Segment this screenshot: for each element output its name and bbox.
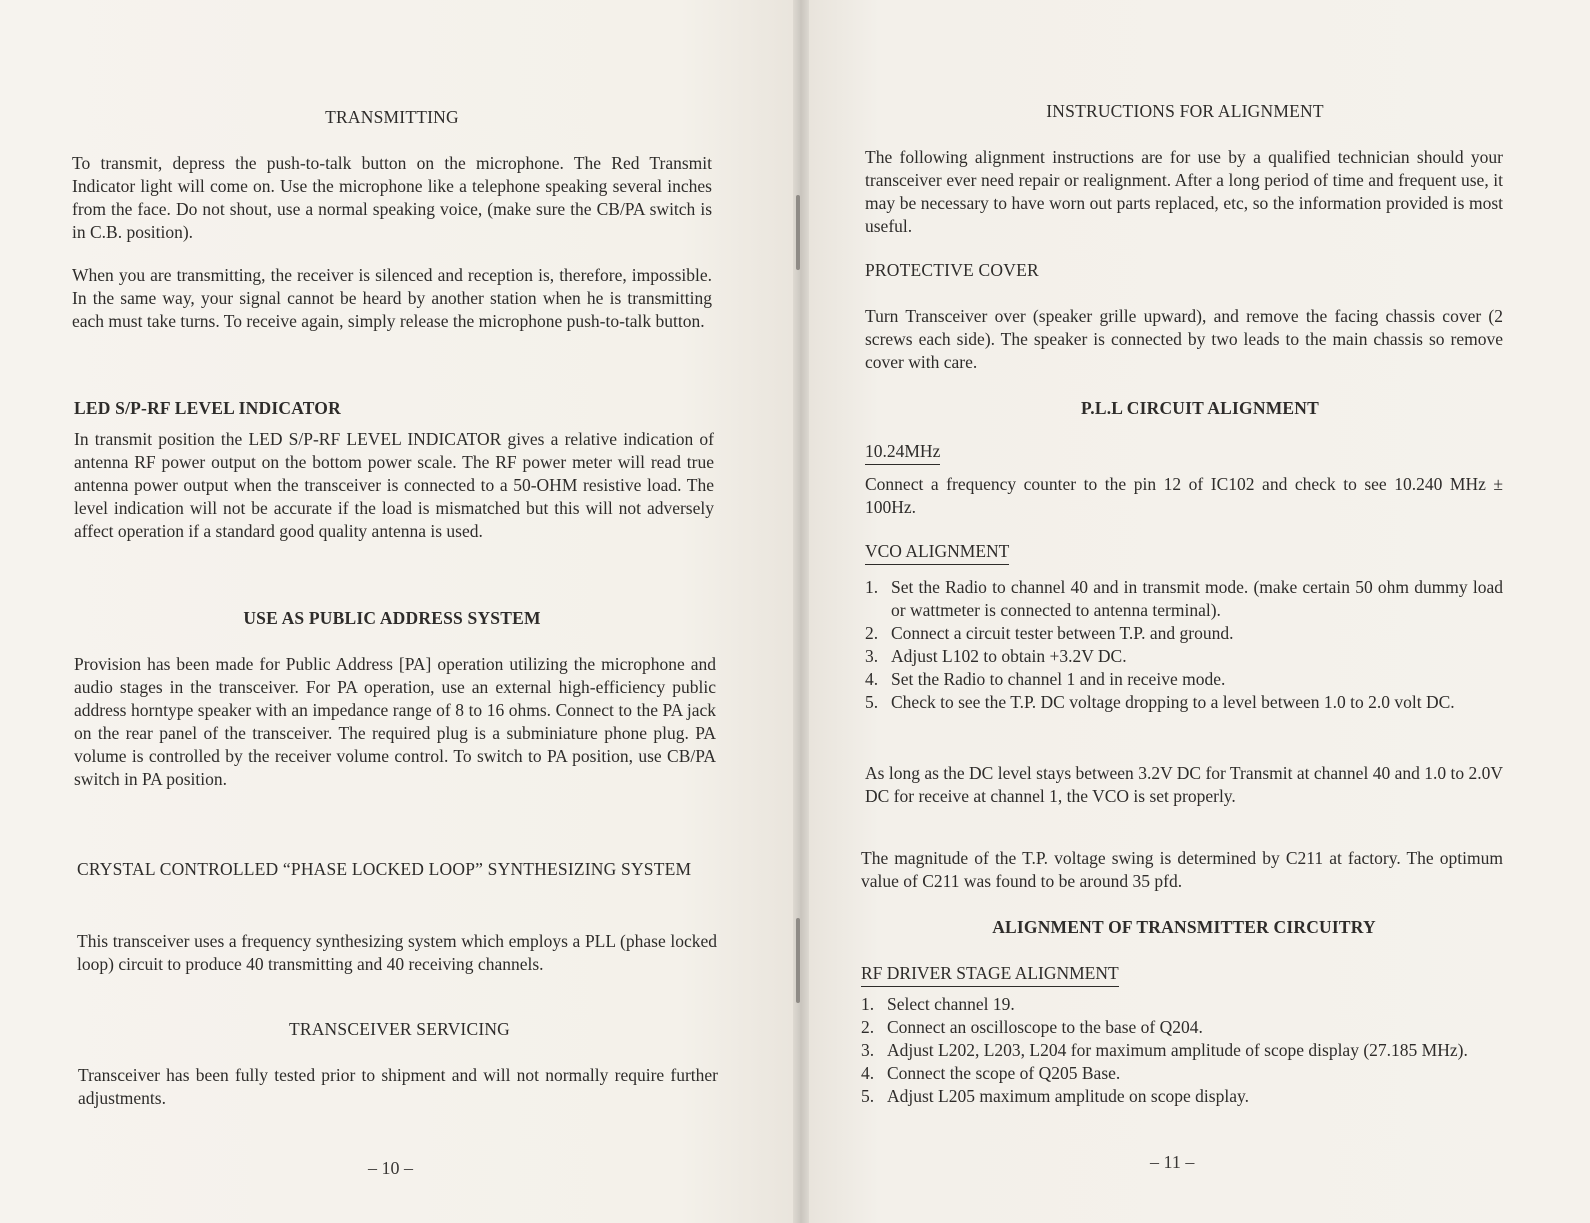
rf-driver-steps-list (861, 993, 1501, 1108)
dc-level-paragraph: As long as the DC level stays between 3.2V DC for Transmit at channel 40 and 1.0 to 2.0V DC for receive at channel 1, the VCO is set properly. (865, 763, 1503, 806)
protective-cover-paragraph: Turn Transceiver over (speaker grille upward), and remove the facing chassis cover (2 screws each side). The speaker is connected by two leads to the main chassis so remove cover with care. (865, 306, 1503, 372)
subsection-vco-title: VCO ALIGNMENT (865, 540, 1009, 565)
servicing-heading: TRANSCEIVER SERVICING (288, 1019, 511, 1039)
step-text: Set the Radio to channel 40 and in transmit mode. (make certain 50 ohm dummy load or wattmeter is connected to antenna terminal). (891, 577, 1503, 620)
subsection-rf-driver-title: RF DRIVER STAGE ALIGNMENT (861, 962, 1119, 987)
staple-bottom (796, 918, 800, 1003)
transmitting-heading: TRANSMITTING (325, 107, 459, 127)
step-number: 1. (865, 577, 879, 597)
step-number: 5. (861, 1086, 875, 1106)
step-number: 4. (861, 1063, 875, 1083)
step-number: 3. (861, 1040, 875, 1060)
vco-step (865, 576, 1503, 622)
staple-top (796, 195, 800, 270)
step-number: 3. (865, 646, 879, 666)
vco-step (865, 645, 1503, 668)
page-number-left: – 10 – (368, 1158, 413, 1178)
vco-step (865, 668, 1503, 691)
step-number: 2. (865, 623, 879, 643)
alignment-instructions-paragraph: The following alignment instructions are for use by a qualified technician should your transceiver ever need repair or realignment. After a long period of time and frequent use, it may be necessary to have worn out parts replaced, etc, so the information provided is most useful. (865, 147, 1503, 236)
subsection-vco (865, 540, 1009, 565)
pll-alignment-heading: P.L.L CIRCUIT ALIGNMENT (1081, 398, 1319, 418)
step-text: Set the Radio to channel 1 and in receive mode. (891, 669, 1226, 689)
vco-step (865, 691, 1503, 714)
page-number-right: – 11 – (1150, 1152, 1195, 1172)
step-text: Adjust L202, L203, L204 for maximum amplitude of scope display (27.185 MHz). (887, 1040, 1468, 1060)
led-indicator-paragraph: In transmit position the LED S/P-RF LEVEL INDICATOR gives a relative indication of antenna RF power output on the bottom power scale. The RF power meter will read true antenna power output when the transceiver is connected to a 50-OHM resistive load. The level indication will not be accurate if the load is mismatched but this will not adversely affect operation if a standard good quality antenna is used. (74, 429, 714, 541)
step-number: 2. (861, 1017, 875, 1037)
subsection-10-24mhz-title: 10.24MHz (865, 440, 940, 465)
rf-step (861, 1039, 1501, 1062)
vco-steps-list (865, 576, 1503, 714)
step-text: Select channel 19. (887, 994, 1015, 1014)
binding-gutter (793, 0, 809, 1223)
step-text: Connect a circuit tester between T.P. and ground. (891, 623, 1234, 643)
right-page (800, 0, 1590, 1223)
led-indicator-heading: LED S/P-RF LEVEL INDICATOR (74, 398, 341, 418)
voltage-swing-paragraph: The magnitude of the T.P. voltage swing is determined by C211 at factory. The optimum value of C211 was found to be around 35 pfd. (861, 848, 1503, 891)
servicing-paragraph: Transceiver has been fully tested prior to shipment and will not normally require further adjustments. (78, 1065, 718, 1108)
public-address-heading: USE AS PUBLIC ADDRESS SYSTEM (243, 608, 541, 628)
subsection-10-24mhz (865, 440, 940, 465)
vco-step (865, 622, 1503, 645)
transmitting-paragraph-2: When you are transmitting, the receiver is silenced and reception is, therefore, impossible. In the same way, your signal cannot be heard by another station when he is transmitting each must take turns. To receive again, simply release the microphone push-to-talk button. (72, 265, 712, 331)
alignment-instructions-heading: INSTRUCTIONS FOR ALIGNMENT (1046, 101, 1324, 121)
step-text: Connect the scope of Q205 Base. (887, 1063, 1121, 1083)
rf-step (861, 1062, 1501, 1085)
pll-system-heading: CRYSTAL CONTROLLED “PHASE LOCKED LOOP” SYNTHESIZING SYSTEM (77, 859, 692, 879)
transmitting-paragraph-1: To transmit, depress the push-to-talk button on the microphone. The Red Transmit Indicator light will come on. Use the microphone like a telephone speaking several inches from the face. Do not shout, use a normal speaking voice, (make sure the CB/PA switch is in C.B. position). (72, 153, 712, 242)
transmitter-alignment-heading: ALIGNMENT OF TRANSMITTER CIRCUITRY (992, 917, 1376, 937)
step-text: Connect an oscilloscope to the base of Q204. (887, 1017, 1203, 1037)
step-text: Adjust L205 maximum amplitude on scope display. (887, 1086, 1249, 1106)
step-number: 5. (865, 692, 879, 712)
rf-step (861, 1016, 1501, 1039)
public-address-paragraph: Provision has been made for Public Address [PA] operation utilizing the microphone and audio stages in the transceiver. For PA operation, use an external high-efficiency public address horntype speaker with an impedance range of 8 to 16 ohms. Connect to the PA jack on the rear panel of the transceiver. The required plug is a subminiature phone plug. PA volume is controlled by the receiver volume control. To switch to PA position, use CB/PA switch in PA position. (74, 654, 716, 789)
rf-step (861, 993, 1501, 1016)
step-number: 4. (865, 669, 879, 689)
frequency-check-paragraph: Connect a frequency counter to the pin 12 of IC102 and check to see 10.240 MHz ± 100Hz. (865, 474, 1503, 517)
step-number: 1. (861, 994, 875, 1014)
subsection-rf-driver (861, 962, 1119, 987)
protective-cover-heading: PROTECTIVE COVER (865, 260, 1039, 280)
step-text: Check to see the T.P. DC voltage dropping to a level between 1.0 to 2.0 volt DC. (891, 692, 1455, 712)
step-text: Adjust L102 to obtain +3.2V DC. (891, 646, 1127, 666)
pll-system-paragraph: This transceiver uses a frequency synthesizing system which employs a PLL (phase locked loop) circuit to produce 40 transmitting and 40 receiving channels. (77, 931, 717, 974)
rf-step (861, 1085, 1501, 1108)
